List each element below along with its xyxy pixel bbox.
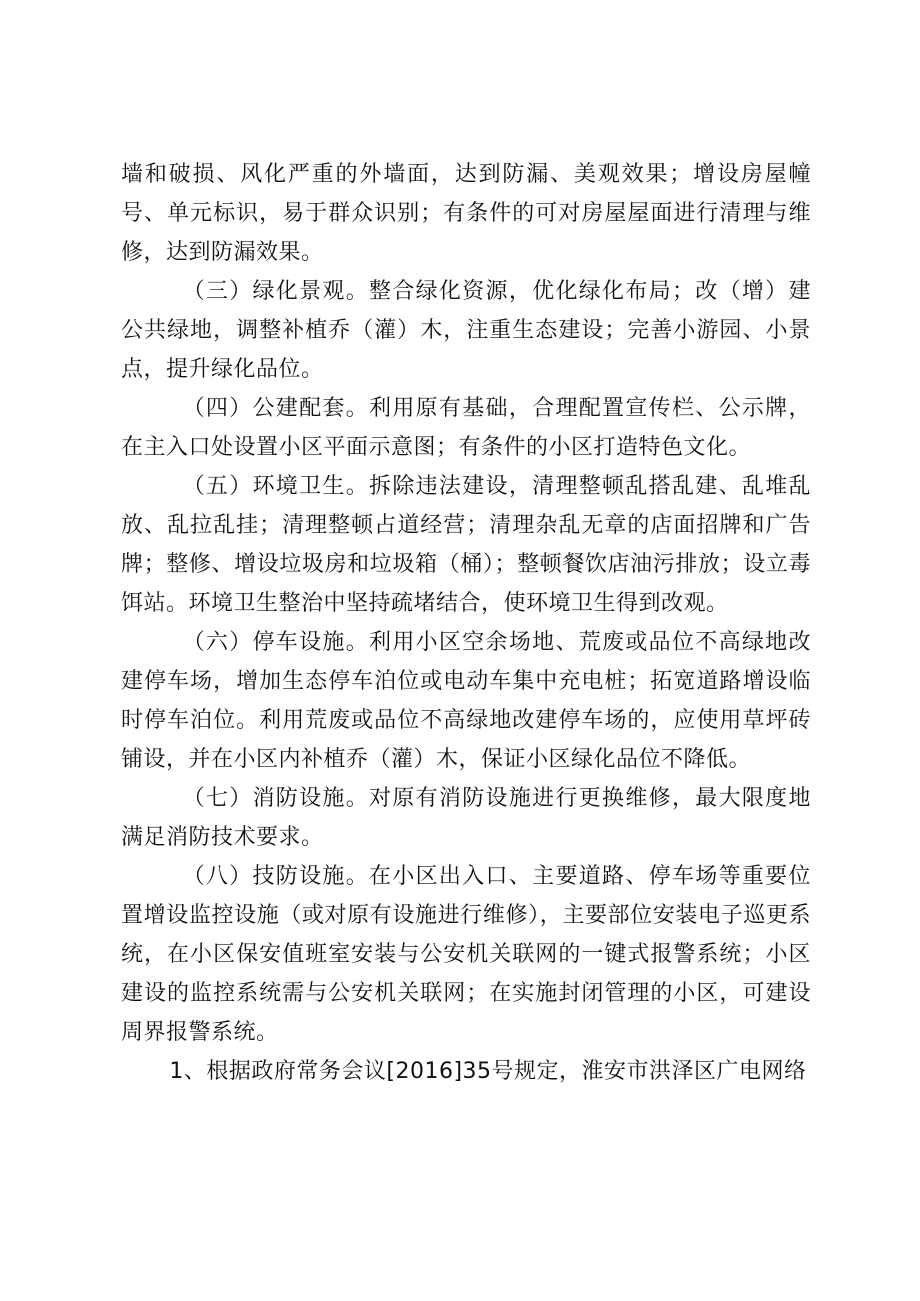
- paragraph-continuation: 墙和破损、风化严重的外墙面，达到防漏、美观效果；增设房屋幢号、单元标识，易于群众识别；有条件的可对房屋屋面进行清理与维修，达到防漏效果。: [121, 162, 811, 265]
- paragraph-item-1: 1、根据政府常务会议[2016]35号规定，淮安市洪泽区广电网络: [169, 1059, 807, 1084]
- paragraph-greening-landscape: （三）绿化景观。整合绿化资源，优化绿化布局；改（增）建公共绿地，调整补植乔（灌）木，注重生态建设；完善小游园、小景点，提升绿化品位。: [121, 279, 811, 382]
- paragraph-parking-facilities: （六）停车设施。利用小区空余场地、荒废或品位不高绿地改建停车场，增加生态停车泊位或电动车集中充电桩；拓宽道路增设临时停车泊位。利用荒废或品位不高绿地改建停车场的，应使用草坪砖铺设，并在小区内补植乔（灌）木，保证小区绿化品位不降低。: [121, 630, 811, 772]
- document-body: [121, 155, 811, 1091]
- paragraph-public-facilities: （四）公建配套。利用原有基础，合理配置宣传栏、公示牌，在主入口处设置小区平面示意图；有条件的小区打造特色文化。: [121, 396, 811, 460]
- paragraph-fire-facilities: （七）消防设施。对原有消防设施进行更换维修，最大限度地满足消防技术要求。: [121, 786, 811, 850]
- paragraph-environmental-sanitation: （五）环境卫生。拆除违法建设，清理整顿乱搭乱建、乱堆乱放、乱拉乱挂；清理整顿占道经营；清理杂乱无章的店面招牌和广告牌；整修、增设垃圾房和垃圾箱（桶）；整顿餐饮店油污排放；设立毒饵站。环境卫生整治中坚持疏堵结合，使环境卫生得到改观。: [121, 474, 811, 616]
- paragraph-security-facilities: （八）技防设施。在小区出入口、主要道路、停车场等重要位置增设监控设施（或对原有设施进行维修），主要部位安装电子巡更系统，在小区保安值班室安装与公安机关联网的一键式报警系统；小区建设的监控系统需与公安机关联网；在实施封闭管理的小区，可建设周界报警系统。: [121, 864, 811, 1045]
